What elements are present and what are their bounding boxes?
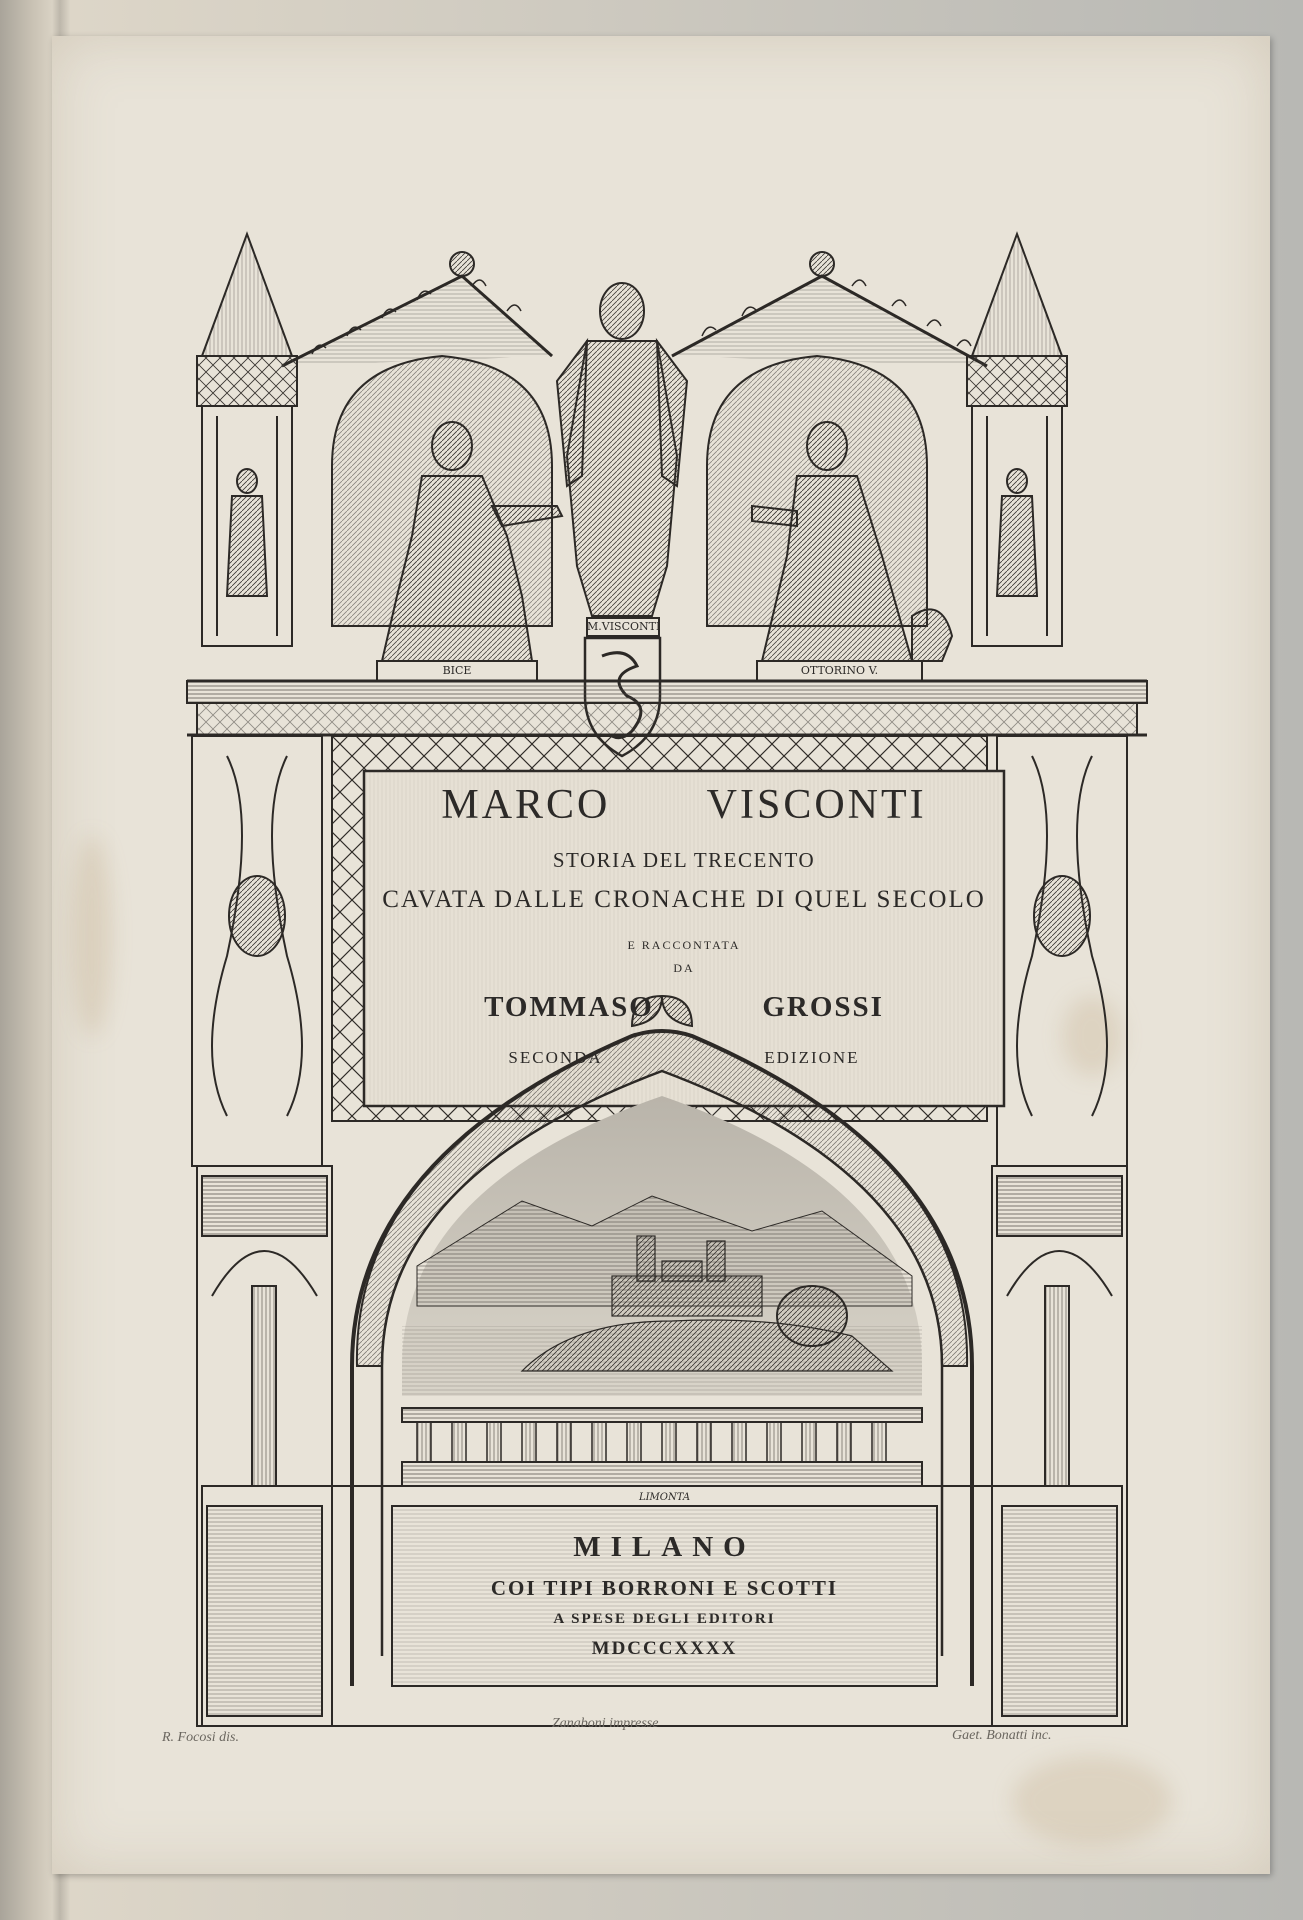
subtitle-2: CAVATA DALLE CRONACHE DI QUEL SECOLO [382, 886, 986, 913]
credit-designer: R. Focosi dis. [162, 1730, 239, 1745]
title-page [52, 36, 1270, 1874]
edition-left: SECONDA [508, 1048, 602, 1067]
credit-printer: Zanaboni impresse [552, 1716, 659, 1731]
right-figure-label: OTTORINO V. [800, 664, 879, 677]
imprint-year: MDCCCXXXX [591, 1638, 738, 1659]
title-line [364, 781, 1004, 829]
edition-line [364, 1048, 1004, 1068]
line-da: DA [673, 961, 695, 975]
imprint-city: MILANO [573, 1531, 756, 1563]
imprint-printer: COI TIPI BORRONI E SCOTTI [490, 1576, 839, 1600]
line-e-raccontata: E RACCONTATA [627, 938, 741, 952]
vignette-caption: LIMONTA [638, 1492, 691, 1503]
edition-right: EDIZIONE [764, 1048, 860, 1067]
imprint-publisher: A SPESE DEGLI EDITORI [553, 1611, 776, 1627]
author-first: TOMMASO [484, 991, 654, 1023]
author-last: GROSSI [762, 991, 884, 1023]
credit-engraver: Gaet. Bonatti inc. [952, 1728, 1052, 1743]
author-line [364, 991, 1004, 1024]
center-statue-label: M.VISCONTI [587, 620, 661, 633]
subtitle-1: STORIA DEL TRECENTO [552, 848, 816, 872]
title-right: VISCONTI [706, 782, 927, 828]
title-left: MARCO [441, 782, 611, 828]
left-figure-label: BICE [442, 664, 472, 677]
